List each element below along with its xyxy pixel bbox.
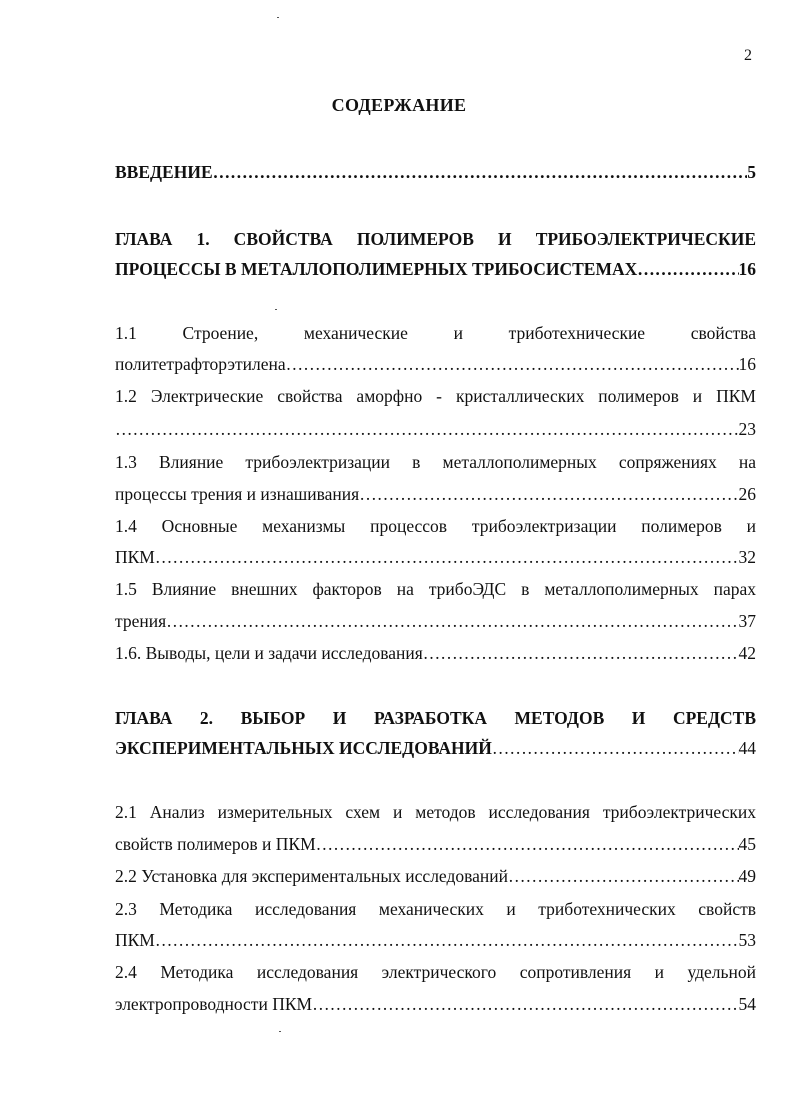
toc-entry-page: 54 <box>738 994 756 1014</box>
leader-dots <box>359 483 738 505</box>
toc-entry-page: 42 <box>738 643 756 663</box>
toc-entry-2-3-line-2[interactable] <box>115 929 756 951</box>
toc-entry-label: ПКМ <box>115 547 155 567</box>
leader-dots <box>508 865 738 887</box>
leader-dots <box>312 993 738 1015</box>
leader-dots <box>423 642 739 664</box>
toc-entry-2-3-line-1[interactable]: 2.3 Методика исследования механических и триботехнических свойств <box>115 899 756 919</box>
toc-entry-label: процессы трения и изнашивания <box>115 484 360 504</box>
toc-entry-2-2[interactable] <box>115 865 756 887</box>
leader-dots <box>492 737 739 759</box>
toc-entry-2-1-line-2[interactable] <box>115 833 756 855</box>
toc-entry-label: ПКМ <box>115 930 155 950</box>
toc-entry-1-2-line-2[interactable] <box>115 418 756 440</box>
toc-entry-page: 26 <box>738 484 756 504</box>
toc-entry-2-4-line-1[interactable]: 2.4 Методика исследования электрического сопротивления и удельной <box>115 962 756 982</box>
leader-dots <box>115 418 739 440</box>
toc-entry-1-3-line-1[interactable]: 1.3 Влияние трибоэлектризации в металлополимерных сопряжениях на <box>115 452 756 472</box>
toc-entry-label: свойств полимеров и ПКМ <box>115 834 316 854</box>
toc-entry-page: 32 <box>738 547 756 567</box>
toc-entry-1-3-line-2[interactable] <box>115 483 756 505</box>
leader-dots <box>637 258 738 280</box>
toc-entry-label: политетрафторэтилена <box>115 354 286 374</box>
toc-entry-1-4-line-2[interactable] <box>115 546 756 568</box>
leader-dots <box>213 161 748 183</box>
leader-dots <box>155 546 739 568</box>
chapter-2-heading-line-2[interactable] <box>115 737 756 759</box>
toc-entry-1-1-line-2[interactable] <box>115 353 756 375</box>
toc-entry-page: 5 <box>747 162 756 182</box>
toc-entry-intro[interactable] <box>115 161 756 183</box>
toc-entry-label: ПРОЦЕССЫ В МЕТАЛЛОПОЛИМЕРНЫХ ТРИБОСИСТЕМАХ <box>115 259 638 279</box>
scan-speck <box>277 17 279 18</box>
toc-entry-page: 23 <box>738 419 756 439</box>
chapter-1-heading-line-1[interactable]: ГЛАВА 1. СВОЙСТВА ПОЛИМЕРОВ И ТРИБОЭЛЕКТРИЧЕСКИЕ <box>115 229 756 249</box>
scan-speck <box>275 309 277 310</box>
toc-entry-1-5-line-2[interactable] <box>115 610 756 632</box>
toc-entry-1-6[interactable] <box>115 642 756 664</box>
scan-speck <box>279 1031 281 1032</box>
toc-entry-page: 37 <box>738 611 756 631</box>
toc-entry-1-2-line-1[interactable]: 1.2 Электрические свойства аморфно - кристаллических полимеров и ПКМ <box>115 386 756 406</box>
toc-entry-1-4-line-1[interactable]: 1.4 Основные механизмы процессов трибоэлектризации полимеров и <box>115 516 756 536</box>
leader-dots <box>286 353 739 375</box>
chapter-1-heading-line-2[interactable] <box>115 258 756 280</box>
leader-dots <box>155 929 739 951</box>
leader-dots <box>166 610 738 632</box>
toc-entry-page: 16 <box>738 259 756 279</box>
toc-entry-page: 45 <box>738 834 756 854</box>
toc-entry-label: 2.2 Установка для экспериментальных исследований <box>115 866 509 886</box>
toc-entry-1-1-line-1[interactable]: 1.1 Строение, механические и триботехнические свойства <box>115 323 756 343</box>
toc-entry-2-4-line-2[interactable] <box>115 993 756 1015</box>
chapter-2-heading-line-1[interactable]: ГЛАВА 2. ВЫБОР И РАЗРАБОТКА МЕТОДОВ И СРЕДСТВ <box>115 708 756 728</box>
page-number: 2 <box>744 47 752 64</box>
toc-entry-label: 1.6. Выводы, цели и задачи исследования <box>115 643 423 663</box>
toc-entry-page: 49 <box>738 866 756 886</box>
toc-entry-page: 44 <box>738 738 756 758</box>
toc-entry-label: трения <box>115 611 167 631</box>
toc-entry-label: ЭКСПЕРИМЕНТАЛЬНЫХ ИССЛЕДОВАНИЙ <box>115 738 492 758</box>
toc-entry-1-5-line-1[interactable]: 1.5 Влияние внешних факторов на трибоЭДС в металлополимерных парах <box>115 579 756 599</box>
toc-entry-page: 53 <box>738 930 756 950</box>
leader-dots <box>316 833 739 855</box>
toc-entry-label: ВВЕДЕНИЕ <box>115 162 213 182</box>
page-title: СОДЕРЖАНИЕ <box>331 95 467 115</box>
toc-entry-2-1-line-1[interactable]: 2.1 Анализ измерительных схем и методов исследования трибоэлектрических <box>115 802 756 822</box>
toc-entry-label: электропроводности ПКМ <box>115 994 313 1014</box>
toc-entry-page: 16 <box>738 354 756 374</box>
